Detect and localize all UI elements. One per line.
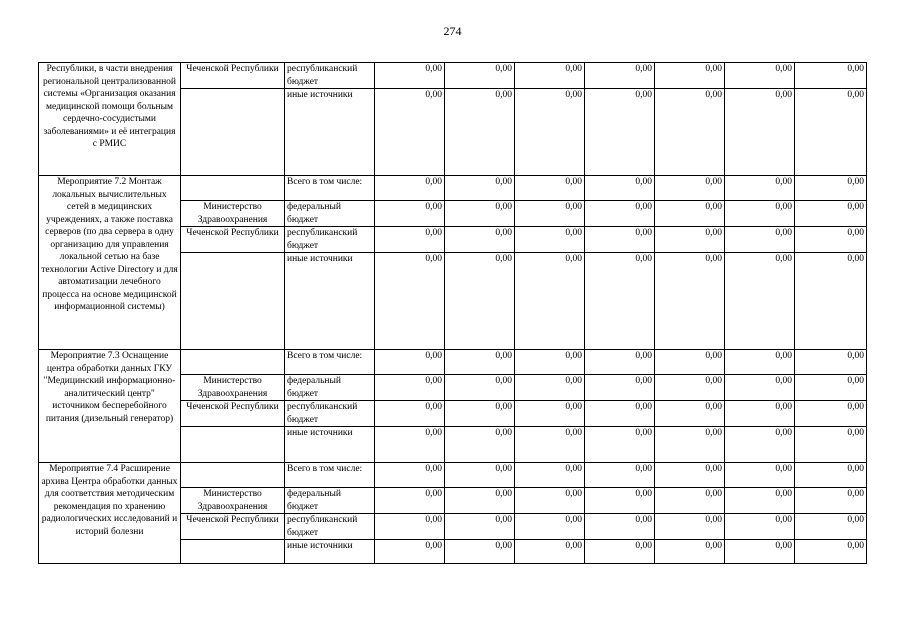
measure-name-cell: Мероприятие 7.3 Оснащение центра обработки данных ГКУ "Медицинский информационно-аналитический центр" источником бесперебойного питания (дизельный генератор)	[39, 350, 181, 463]
amount-cell: 0,00	[655, 227, 725, 253]
amount-cell: 0,00	[515, 514, 585, 540]
amount-cell: 0,00	[725, 514, 795, 540]
amount-cell: 0,00	[795, 201, 867, 227]
amount-cell: 0,00	[515, 375, 585, 401]
executor-cell	[181, 350, 285, 375]
amount-cell: 0,00	[585, 201, 655, 227]
table-row	[39, 463, 867, 488]
amount-cell: 0,00	[585, 401, 655, 427]
amount-cell: 0,00	[655, 253, 725, 350]
funding-source-cell: республиканский бюджет	[285, 227, 375, 253]
amount-cell: 0,00	[655, 176, 725, 201]
amount-cell: 0,00	[725, 201, 795, 227]
amount-cell: 0,00	[375, 401, 445, 427]
funding-source-cell: иные источники	[285, 253, 375, 350]
amount-cell: 0,00	[515, 350, 585, 375]
amount-cell: 0,00	[375, 427, 445, 463]
amount-cell: 0,00	[445, 63, 515, 89]
amount-cell: 0,00	[445, 463, 515, 488]
amount-cell: 0,00	[795, 488, 867, 514]
amount-cell: 0,00	[795, 401, 867, 427]
amount-cell: 0,00	[585, 253, 655, 350]
amount-cell: 0,00	[655, 514, 725, 540]
amount-cell: 0,00	[445, 488, 515, 514]
measure-name-cell: Мероприятие 7.2 Монтаж локальных вычислительных сетей в медицинских учреждениях, а также поставка серверов (по два сервера в одну организацию для управления локальной сетью на базе технологии Active Directory и для автоматизации лечебного процесса на основе медицинской информационной системы)	[39, 176, 181, 350]
amount-cell: 0,00	[795, 89, 867, 176]
amount-cell: 0,00	[725, 253, 795, 350]
amount-cell: 0,00	[375, 89, 445, 176]
amount-cell: 0,00	[375, 63, 445, 89]
amount-cell: 0,00	[585, 427, 655, 463]
amount-cell: 0,00	[375, 540, 445, 564]
amount-cell: 0,00	[445, 427, 515, 463]
amount-cell: 0,00	[515, 89, 585, 176]
amount-cell: 0,00	[725, 375, 795, 401]
amount-cell: 0,00	[515, 63, 585, 89]
amount-cell: 0,00	[725, 89, 795, 176]
amount-cell: 0,00	[725, 176, 795, 201]
amount-cell: 0,00	[655, 201, 725, 227]
amount-cell: 0,00	[585, 488, 655, 514]
amount-cell: 0,00	[725, 427, 795, 463]
amount-cell: 0,00	[795, 253, 867, 350]
amount-cell: 0,00	[795, 514, 867, 540]
amount-cell: 0,00	[445, 375, 515, 401]
page-number: 274	[443, 24, 462, 38]
amount-cell: 0,00	[585, 176, 655, 201]
amount-cell: 0,00	[585, 63, 655, 89]
amount-cell: 0,00	[655, 488, 725, 514]
amount-cell: 0,00	[655, 401, 725, 427]
executor-cell: Чеченской Республики	[181, 63, 285, 89]
funding-source-cell: Всего в том числе:	[285, 350, 375, 375]
amount-cell: 0,00	[375, 463, 445, 488]
amount-cell: 0,00	[375, 176, 445, 201]
amount-cell: 0,00	[725, 540, 795, 564]
amount-cell: 0,00	[795, 463, 867, 488]
amount-cell: 0,00	[725, 488, 795, 514]
amount-cell: 0,00	[445, 350, 515, 375]
funding-source-cell: республиканский бюджет	[285, 514, 375, 540]
funding-source-cell: иные источники	[285, 427, 375, 463]
amount-cell: 0,00	[445, 401, 515, 427]
amount-cell: 0,00	[795, 227, 867, 253]
funding-source-cell: республиканский бюджет	[285, 63, 375, 89]
executor-cell	[181, 176, 285, 201]
amount-cell: 0,00	[795, 375, 867, 401]
amount-cell: 0,00	[515, 427, 585, 463]
funding-source-cell: федеральный бюджет	[285, 201, 375, 227]
amount-cell: 0,00	[795, 63, 867, 89]
amount-cell: 0,00	[795, 427, 867, 463]
amount-cell: 0,00	[655, 463, 725, 488]
executor-cell: Министерство Здравоохранения	[181, 488, 285, 514]
executor-cell	[181, 253, 285, 350]
executor-cell	[181, 427, 285, 463]
amount-cell: 0,00	[585, 540, 655, 564]
amount-cell: 0,00	[445, 176, 515, 201]
amount-cell: 0,00	[375, 201, 445, 227]
amount-cell: 0,00	[655, 375, 725, 401]
table-row	[39, 350, 867, 375]
amount-cell: 0,00	[585, 227, 655, 253]
amount-cell: 0,00	[725, 401, 795, 427]
amount-cell: 0,00	[445, 514, 515, 540]
amount-cell: 0,00	[375, 514, 445, 540]
executor-cell	[181, 540, 285, 564]
amount-cell: 0,00	[445, 201, 515, 227]
amount-cell: 0,00	[585, 350, 655, 375]
amount-cell: 0,00	[655, 540, 725, 564]
amount-cell: 0,00	[585, 375, 655, 401]
amount-cell: 0,00	[655, 89, 725, 176]
amount-cell: 0,00	[375, 253, 445, 350]
amount-cell: 0,00	[515, 401, 585, 427]
amount-cell: 0,00	[445, 253, 515, 350]
amount-cell: 0,00	[445, 227, 515, 253]
executor-cell: Чеченской Республики	[181, 401, 285, 427]
amount-cell: 0,00	[375, 227, 445, 253]
amount-cell: 0,00	[515, 488, 585, 514]
executor-cell: Министерство Здравоохранения	[181, 201, 285, 227]
amount-cell: 0,00	[515, 176, 585, 201]
table-row	[39, 176, 867, 201]
amount-cell: 0,00	[655, 427, 725, 463]
amount-cell: 0,00	[515, 227, 585, 253]
amount-cell: 0,00	[375, 350, 445, 375]
table-row	[39, 63, 867, 89]
amount-cell: 0,00	[725, 63, 795, 89]
amount-cell: 0,00	[795, 350, 867, 375]
funding-source-cell: федеральный бюджет	[285, 488, 375, 514]
amount-cell: 0,00	[375, 375, 445, 401]
executor-cell	[181, 463, 285, 488]
amount-cell: 0,00	[655, 63, 725, 89]
executor-cell	[181, 89, 285, 176]
amount-cell: 0,00	[515, 463, 585, 488]
funding-source-cell: республиканский бюджет	[285, 401, 375, 427]
executor-cell: Чеченской Республики	[181, 227, 285, 253]
budget-table	[38, 62, 867, 564]
amount-cell: 0,00	[725, 350, 795, 375]
amount-cell: 0,00	[795, 176, 867, 201]
executor-cell: Чеченской Республики	[181, 514, 285, 540]
amount-cell: 0,00	[445, 540, 515, 564]
amount-cell: 0,00	[515, 540, 585, 564]
amount-cell: 0,00	[585, 514, 655, 540]
funding-source-cell: иные источники	[285, 540, 375, 564]
amount-cell: 0,00	[725, 463, 795, 488]
funding-source-cell: Всего в том числе:	[285, 176, 375, 201]
measure-name-cell: Республики, в части внедрения региональной централизованной системы «Организация оказания медицинской помощи больным сердечно-сосудистыми заболеваниями» и её интеграция с РМИС	[39, 63, 181, 176]
amount-cell: 0,00	[795, 540, 867, 564]
funding-source-cell: иные источники	[285, 89, 375, 176]
amount-cell: 0,00	[515, 253, 585, 350]
amount-cell: 0,00	[375, 488, 445, 514]
funding-source-cell: Всего в том числе:	[285, 463, 375, 488]
amount-cell: 0,00	[585, 89, 655, 176]
amount-cell: 0,00	[655, 350, 725, 375]
amount-cell: 0,00	[585, 463, 655, 488]
amount-cell: 0,00	[515, 201, 585, 227]
amount-cell: 0,00	[725, 227, 795, 253]
funding-source-cell: федеральный бюджет	[285, 375, 375, 401]
amount-cell: 0,00	[445, 89, 515, 176]
executor-cell: Министерство Здравоохранения	[181, 375, 285, 401]
measure-name-cell: Мероприятие 7.4 Расширение архива Центра обработки данных для соответствия методическим рекомендация по хранению радиологических исследований и историй болезни	[39, 463, 181, 564]
